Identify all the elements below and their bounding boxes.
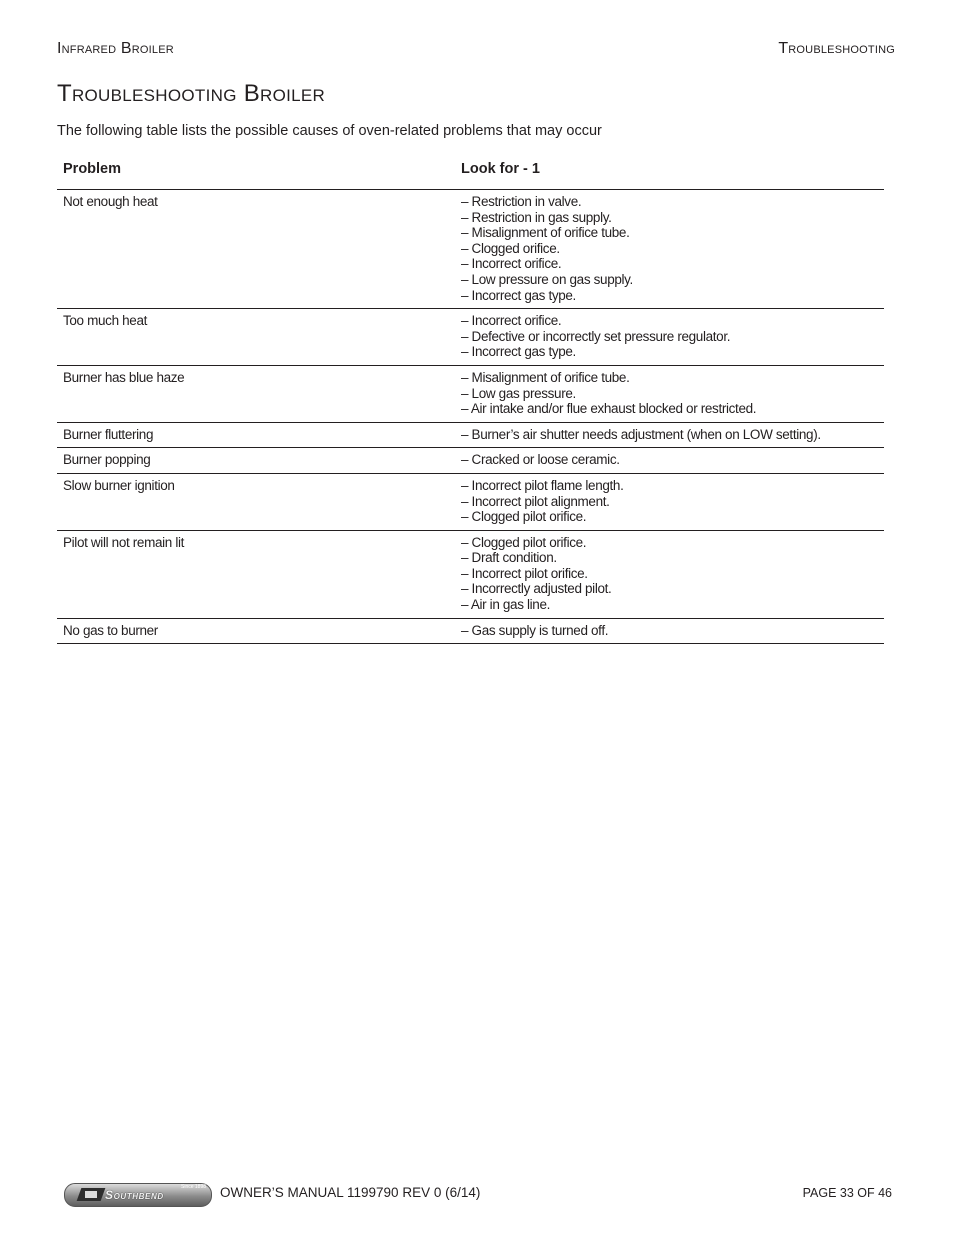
troubleshooting-table bbox=[57, 152, 884, 644]
cause-item: – Clogged pilot orifice. bbox=[461, 534, 587, 550]
page-footer bbox=[0, 1180, 954, 1210]
cause-item: – Incorrect orifice. bbox=[461, 256, 562, 272]
cause-item: – Incorrect gas type. bbox=[461, 344, 576, 360]
cause-item: – Incorrect pilot orifice. bbox=[461, 565, 588, 581]
cause-item: – Misalignment of orifice tube. bbox=[461, 369, 630, 385]
causes-cell bbox=[455, 422, 884, 448]
southbend-logo-mark-icon bbox=[77, 1188, 106, 1201]
problem-cell: Not enough heat bbox=[57, 190, 455, 309]
page-title: Troubleshooting Broiler bbox=[57, 80, 326, 107]
causes-cell bbox=[455, 530, 884, 618]
cause-item: – Defective or incorrectly set pressure regulator. bbox=[461, 328, 731, 344]
cause-item: – Air in gas line. bbox=[461, 597, 551, 613]
cause-item: – Incorrect gas type. bbox=[461, 287, 576, 303]
footer-manual-id: OWNER’S MANUAL 1199790 REV 0 (6/14) bbox=[220, 1185, 481, 1200]
footer-page-number: PAGE 33 OF 46 bbox=[802, 1186, 892, 1200]
cause-item: – Clogged orifice. bbox=[461, 240, 560, 256]
cause-item: – Incorrect orifice. bbox=[461, 313, 562, 329]
table-header-row bbox=[57, 152, 884, 190]
causes-cell bbox=[455, 309, 884, 366]
cause-item: – Incorrectly adjusted pilot. bbox=[461, 581, 612, 597]
logo-since: Since 1898 bbox=[181, 1184, 207, 1190]
table-row bbox=[57, 530, 884, 618]
causes-cell bbox=[455, 618, 884, 644]
problem-cell: Slow burner ignition bbox=[57, 473, 455, 530]
table-row bbox=[57, 190, 884, 309]
causes-cell bbox=[455, 190, 884, 309]
causes-cell bbox=[455, 473, 884, 530]
table-row bbox=[57, 422, 884, 448]
cause-item: – Restriction in gas supply. bbox=[461, 209, 612, 225]
southbend-logo bbox=[64, 1183, 212, 1207]
causes-cell bbox=[455, 448, 884, 474]
cause-item: – Draft condition. bbox=[461, 550, 557, 566]
cause-item: – Misalignment of orifice tube. bbox=[461, 225, 630, 241]
table-body bbox=[57, 190, 884, 644]
cause-item: – Incorrect pilot flame length. bbox=[461, 477, 624, 493]
running-header-section: Infrared Broiler bbox=[57, 40, 174, 57]
cause-item: – Low pressure on gas supply. bbox=[461, 271, 633, 287]
causes-cell bbox=[455, 365, 884, 422]
cause-item: – Burner’s air shutter needs adjustment (when on LOW setting). bbox=[461, 426, 821, 442]
column-header-look-for: Look for - 1 bbox=[455, 152, 884, 190]
logo-wordmark: Southbend bbox=[105, 1188, 164, 1202]
table-row bbox=[57, 365, 884, 422]
table-row bbox=[57, 448, 884, 474]
cause-item: – Air intake and/or flue exhaust blocked or restricted. bbox=[461, 401, 757, 417]
column-header-problem: Problem bbox=[57, 152, 455, 190]
table-row bbox=[57, 473, 884, 530]
cause-item: – Restriction in valve. bbox=[461, 194, 582, 209]
table-row bbox=[57, 618, 884, 644]
problem-cell: Burner has blue haze bbox=[57, 365, 455, 422]
cause-item: – Cracked or loose ceramic. bbox=[461, 452, 620, 468]
cause-item: – Low gas pressure. bbox=[461, 385, 576, 401]
problem-cell: Burner popping bbox=[57, 448, 455, 474]
cause-item: – Incorrect pilot alignment. bbox=[461, 493, 610, 509]
running-header-chapter: Troubleshooting bbox=[778, 40, 895, 57]
problem-cell: Burner fluttering bbox=[57, 422, 455, 448]
cause-item: – Clogged pilot orifice. bbox=[461, 509, 587, 525]
problem-cell: Pilot will not remain lit bbox=[57, 530, 455, 618]
problem-cell: Too much heat bbox=[57, 309, 455, 366]
intro-paragraph: The following table lists the possible causes of oven-related problems that may occur bbox=[57, 123, 602, 139]
table-row bbox=[57, 309, 884, 366]
problem-cell: No gas to burner bbox=[57, 618, 455, 644]
cause-item: – Gas supply is turned off. bbox=[461, 622, 609, 638]
